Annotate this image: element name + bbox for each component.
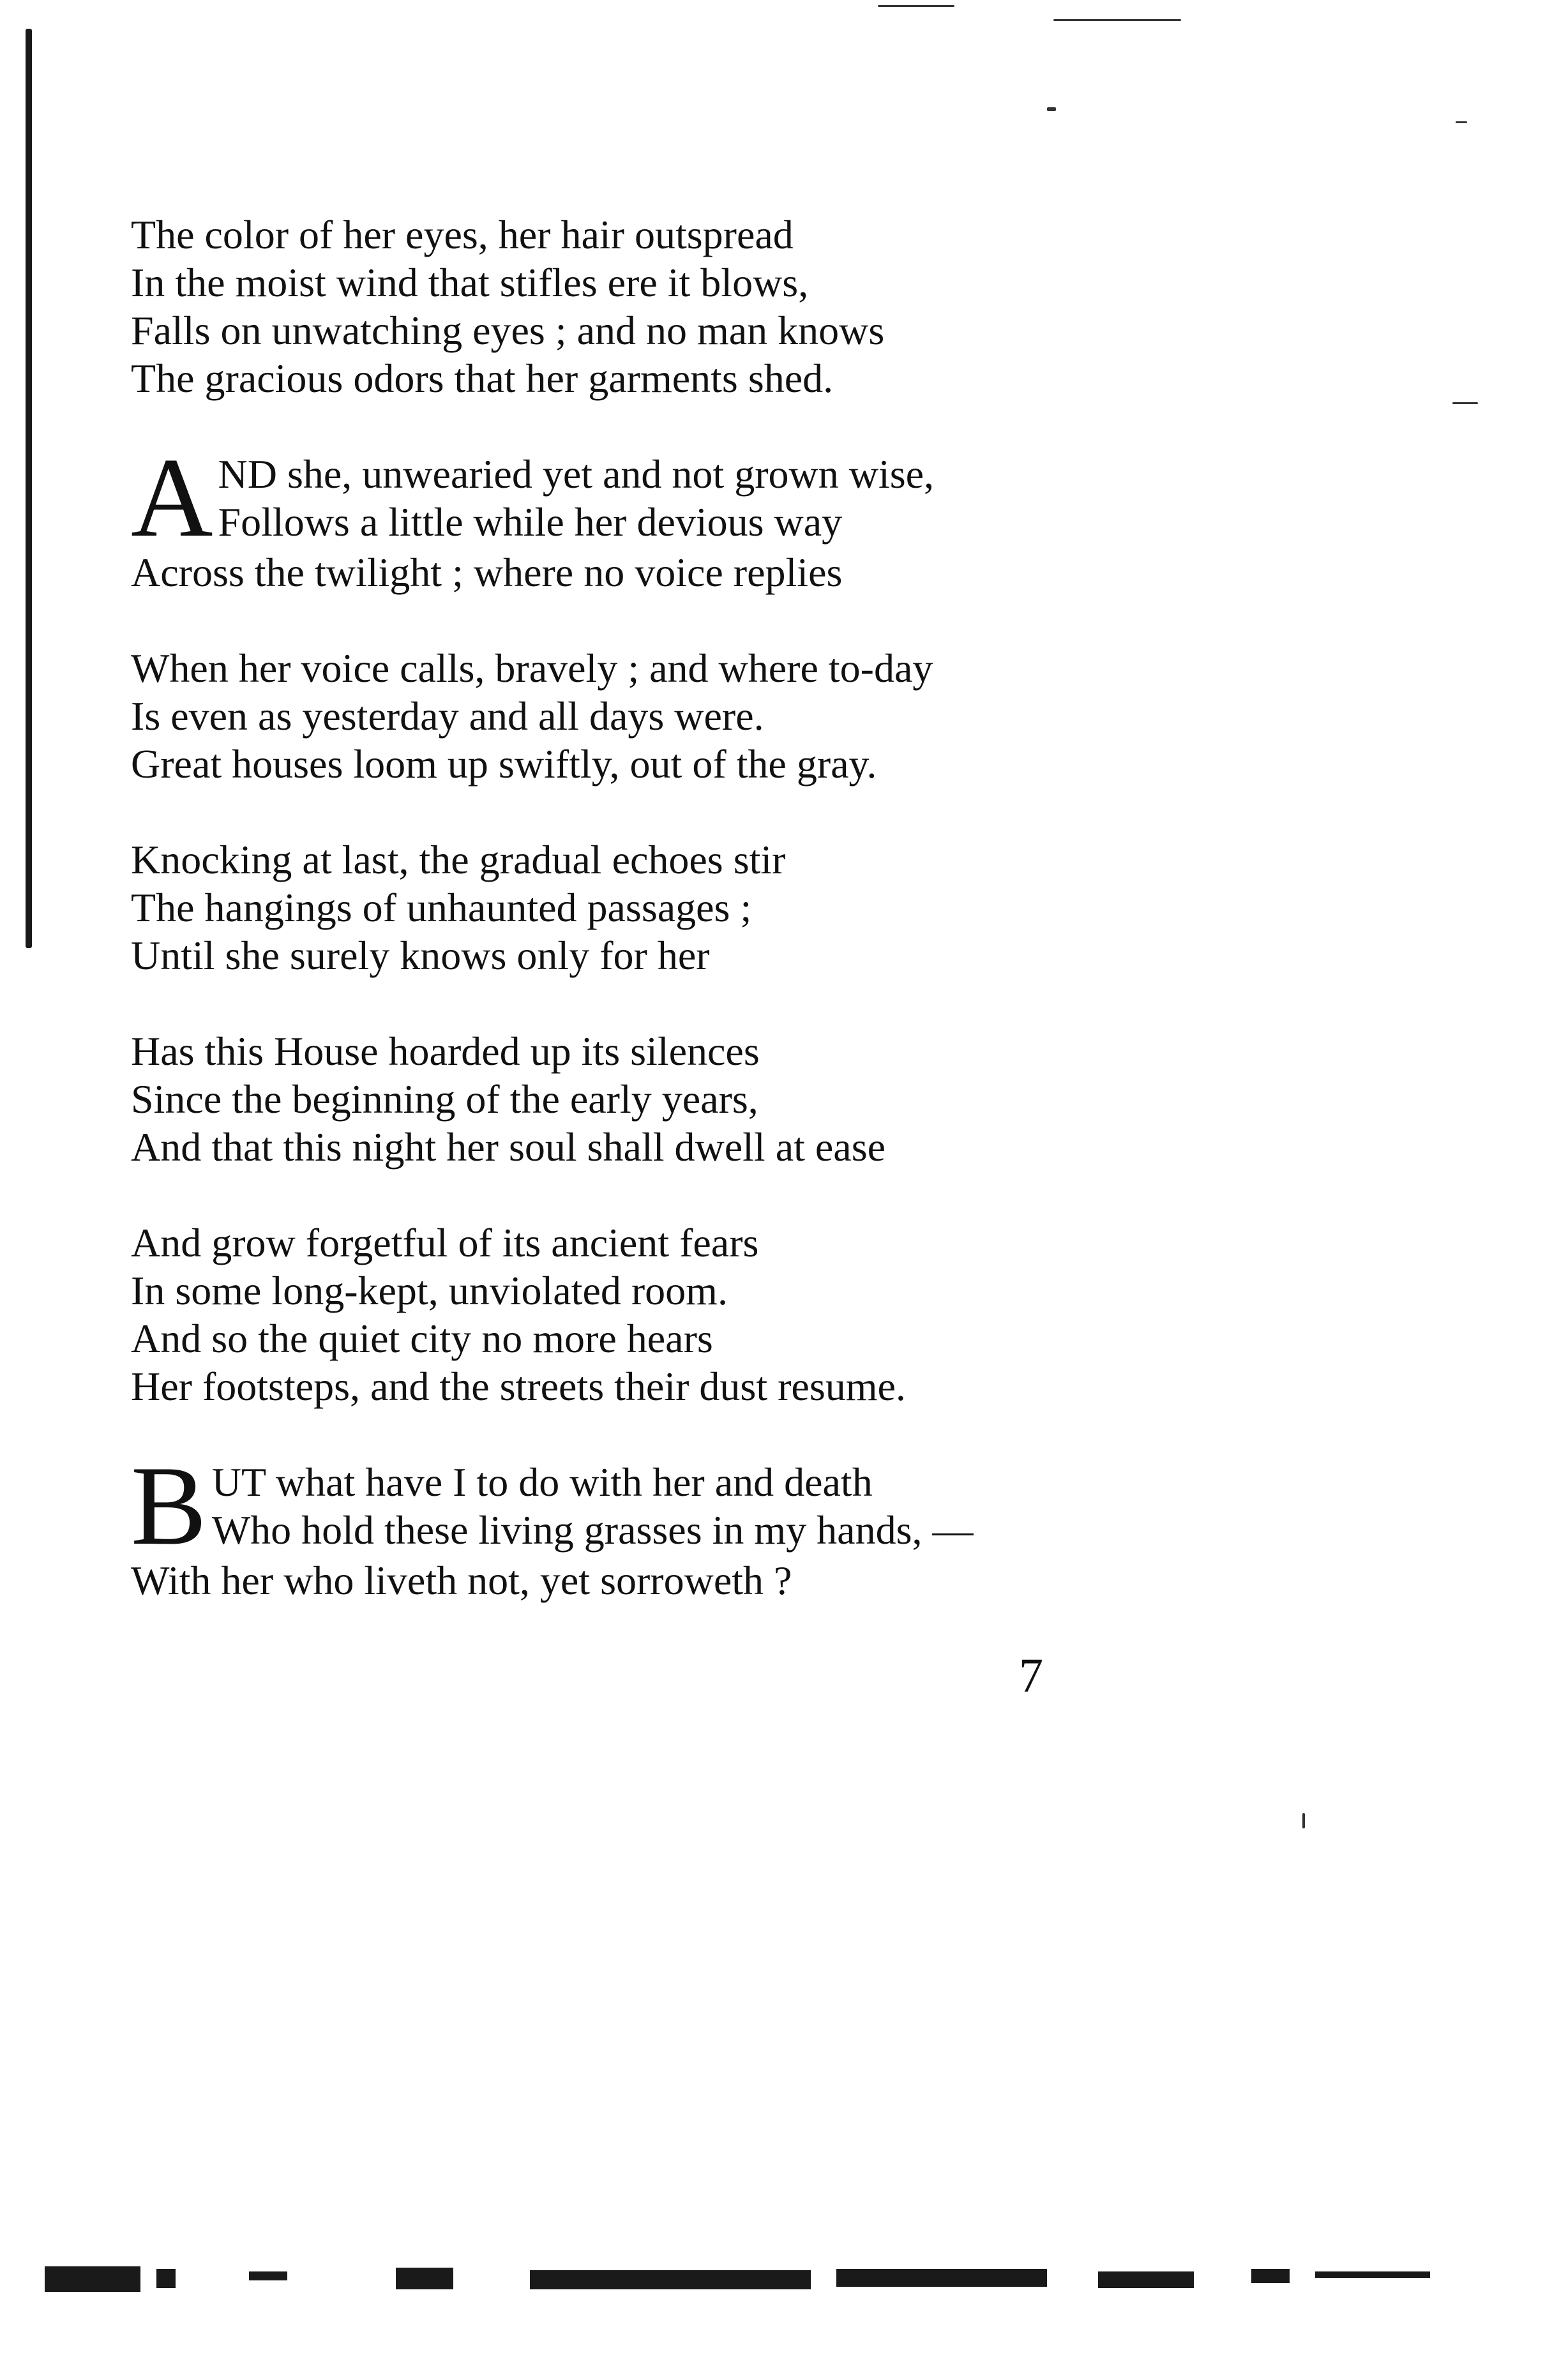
scan-artifact-block bbox=[249, 2271, 287, 2280]
binding-edge-shadow bbox=[26, 29, 32, 948]
poem-line: And grow forgetful of its ancient fears bbox=[131, 1220, 759, 1265]
poem-line: In the moist wind that stifles ere it blows, bbox=[131, 260, 809, 305]
scan-speck bbox=[1456, 121, 1467, 123]
poem-line: The color of her eyes, her hair outspread bbox=[131, 212, 794, 257]
dropcap-block bbox=[131, 1442, 1127, 1569]
scan-artifact-strip bbox=[45, 2260, 1436, 2298]
poem-line: Is even as yesterday and all days were. bbox=[131, 693, 764, 739]
poem-line: With her who liveth not, yet sorroweth ? bbox=[131, 1558, 792, 1603]
poem-line: When her voice calls, bravely ; and where to-day bbox=[131, 645, 933, 691]
scan-speck bbox=[1302, 1813, 1305, 1828]
poem-line: Great houses loom up swiftly, out of the gray. bbox=[131, 741, 877, 787]
scan-artifact-block bbox=[1251, 2269, 1290, 2283]
scan-artifact-block bbox=[45, 2266, 140, 2292]
poem-line: And that this night her soul shall dwell at ease bbox=[131, 1124, 885, 1170]
scan-artifact-block bbox=[836, 2269, 1047, 2287]
stanza-1 bbox=[131, 211, 1127, 402]
scan-artifact-block bbox=[156, 2269, 176, 2288]
stanza-5 bbox=[131, 1027, 1127, 1171]
drop-cap-letter: A bbox=[131, 434, 213, 561]
scan-speck bbox=[1452, 402, 1478, 404]
poem-line: UT what have I to do with her and death bbox=[211, 1459, 873, 1505]
poem-line: Her footsteps, and the streets their dust resume. bbox=[131, 1364, 906, 1409]
poem-line: Knocking at last, the gradual echoes stir bbox=[131, 837, 786, 882]
poem-line: Who hold these living grasses in my hands, — bbox=[211, 1507, 974, 1553]
poem-line: In some long-kept, unviolated room. bbox=[131, 1268, 728, 1313]
poem-line: Until she surely knows only for her bbox=[131, 933, 710, 978]
scan-speck bbox=[1047, 107, 1056, 111]
poem-line: Has this House hoarded up its silences bbox=[131, 1028, 760, 1074]
poem-line: Since the beginning of the early years, bbox=[131, 1076, 758, 1122]
poem-line: Falls on unwatching eyes ; and no man knows bbox=[131, 308, 885, 353]
scan-artifact-block bbox=[530, 2270, 811, 2289]
poem-body bbox=[131, 211, 1127, 1652]
stanza-4 bbox=[131, 836, 1127, 979]
page-number: 7 bbox=[1019, 1649, 1043, 1703]
scan-artifact-block bbox=[1315, 2271, 1430, 2278]
poem-line: Across the twilight ; where no voice replies bbox=[131, 550, 843, 595]
drop-cap-letter: B bbox=[131, 1442, 207, 1569]
poem-line: ND she, unwearied yet and not grown wise, bbox=[218, 451, 935, 497]
dropcap-block bbox=[131, 434, 1127, 561]
stanza-6 bbox=[131, 1219, 1127, 1410]
scan-artifact-block bbox=[1098, 2271, 1194, 2288]
scan-speck bbox=[1053, 19, 1181, 21]
stanza-7 bbox=[131, 1442, 1127, 1604]
stanza-2 bbox=[131, 434, 1127, 596]
scan-speck bbox=[878, 5, 954, 7]
poem-line: The hangings of unhaunted passages ; bbox=[131, 885, 752, 930]
poem-line: Follows a little while her devious way bbox=[218, 499, 843, 545]
poem-line: The gracious odors that her garments shed. bbox=[131, 356, 834, 401]
scan-artifact-block bbox=[396, 2268, 453, 2289]
poem-line: And so the quiet city no more hears bbox=[131, 1316, 713, 1361]
stanza-3 bbox=[131, 644, 1127, 788]
